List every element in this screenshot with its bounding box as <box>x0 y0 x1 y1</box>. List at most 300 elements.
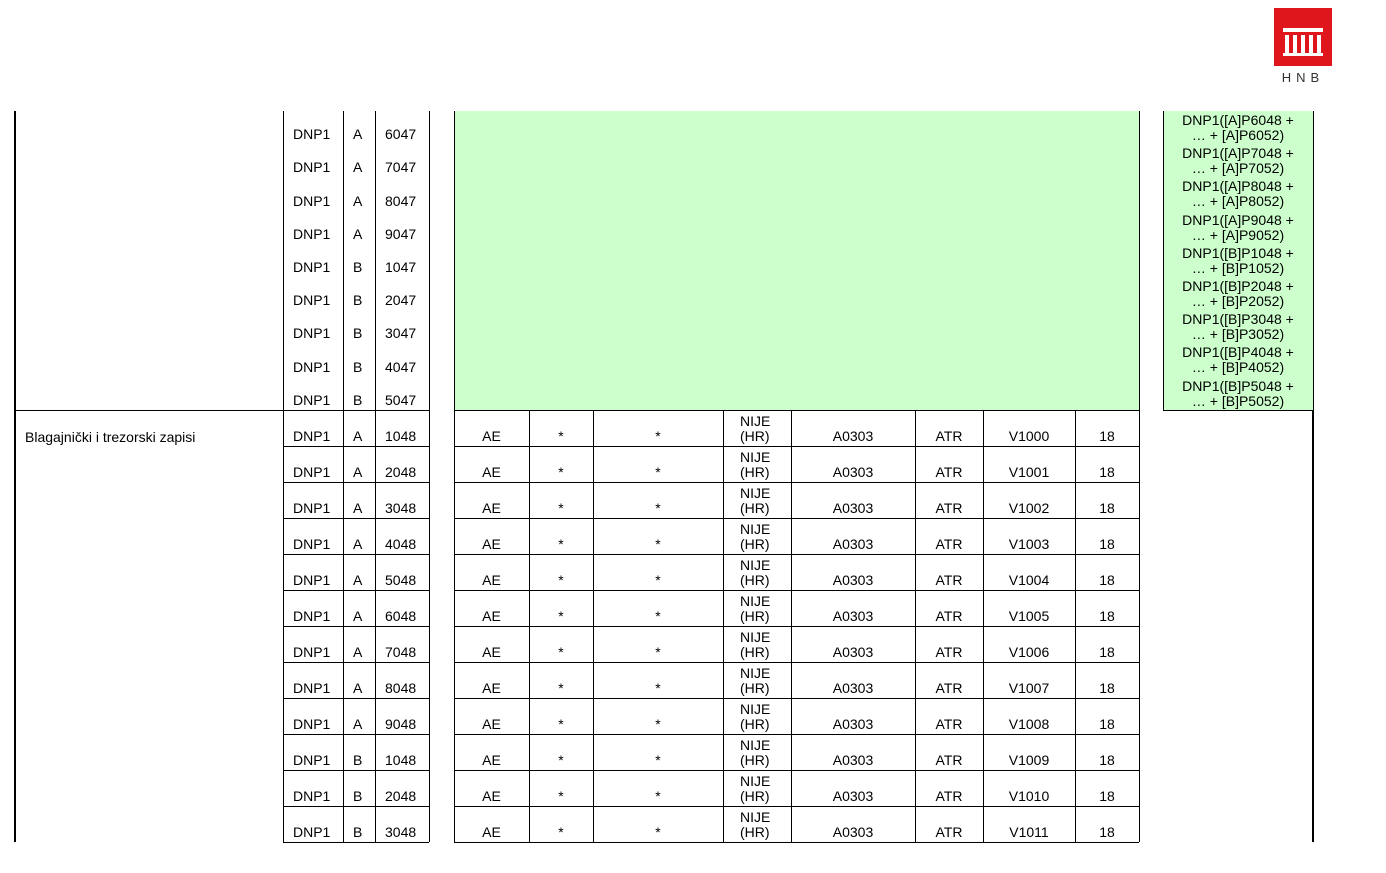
formula-line-2: … + [A]P6052) <box>1191 127 1285 143</box>
cell-c1: AE <box>482 824 501 840</box>
green-cell <box>983 111 1076 145</box>
green-cell <box>983 211 1076 245</box>
cell-c8: 18 <box>1099 644 1115 660</box>
green-cell <box>529 111 594 145</box>
cell-c4-line1: NIJE <box>740 593 771 609</box>
row-code: DNP1 <box>293 225 331 242</box>
row-number: 7047 <box>385 159 417 176</box>
row-number: 1048 <box>385 428 417 444</box>
grid-line <box>14 446 16 447</box>
cell-c2: * <box>558 500 564 516</box>
green-cell <box>915 211 984 245</box>
green-cell <box>1075 244 1140 278</box>
cell-c6: ATR <box>935 788 963 804</box>
row-number: 2047 <box>385 292 417 309</box>
grid-line <box>283 698 429 699</box>
grid-line <box>454 410 1139 411</box>
row-letter: A <box>353 716 363 732</box>
grid-line <box>14 626 16 627</box>
cell-c4-line2: (HR) <box>740 716 770 732</box>
grid-line <box>454 770 1139 771</box>
green-cell <box>915 144 984 178</box>
cell-c7: V1000 <box>1008 428 1050 444</box>
cell-c5: A0303 <box>832 824 874 840</box>
green-cell <box>915 177 984 211</box>
cell-c2: * <box>558 824 564 840</box>
grid-line <box>14 244 16 245</box>
green-cell <box>983 277 1076 311</box>
cell-c8: 18 <box>1099 500 1115 516</box>
row-number: 8047 <box>385 192 417 209</box>
green-cell <box>454 277 530 311</box>
green-cell <box>454 144 530 178</box>
green-cell <box>593 310 724 344</box>
row-number: 9048 <box>385 716 417 732</box>
green-cell <box>791 177 916 211</box>
cell-c3: * <box>655 428 661 444</box>
cell-c4-line1: NIJE <box>740 701 771 717</box>
green-cell <box>791 144 916 178</box>
green-cell <box>454 343 530 377</box>
cell-c1: AE <box>482 428 501 444</box>
green-cell <box>454 244 530 278</box>
green-cell <box>529 244 594 278</box>
row-number: 6047 <box>385 126 417 143</box>
grid-line <box>14 343 16 344</box>
cell-c5: A0303 <box>832 464 874 480</box>
grid-line <box>283 410 429 411</box>
cell-c2: * <box>558 680 564 696</box>
cell-c5: A0303 <box>832 644 874 660</box>
cell-c4-line1: NIJE <box>740 809 771 825</box>
cell-c7: V1007 <box>1008 680 1050 696</box>
cell-c8: 18 <box>1099 608 1115 624</box>
row-letter: A <box>353 159 363 176</box>
cell-c1: AE <box>482 716 501 732</box>
cell-c1: AE <box>482 536 501 552</box>
row-number: 6048 <box>385 608 417 624</box>
formula-line-2: … + [A]P9052) <box>1191 226 1285 243</box>
formula-line-1: DNP1([A]P6048 + <box>1182 112 1294 128</box>
row-number: 4047 <box>385 358 417 375</box>
green-cell <box>723 211 792 245</box>
cell-c6: ATR <box>935 680 963 696</box>
grid-line <box>283 554 429 555</box>
green-cell <box>791 310 916 344</box>
green-cell <box>791 377 916 411</box>
cell-c6: ATR <box>935 752 963 768</box>
grid-line <box>1163 111 1164 410</box>
row-code: DNP1 <box>293 644 331 660</box>
green-cell <box>983 343 1076 377</box>
grid-line <box>454 806 1139 807</box>
row-code: DNP1 <box>293 259 331 275</box>
green-cell <box>723 144 792 178</box>
green-cell <box>983 377 1076 411</box>
cell-c4-line1: NIJE <box>740 665 771 681</box>
cell-c4-line2: (HR) <box>740 572 770 588</box>
grid-line <box>375 111 376 410</box>
row-letter: A <box>353 572 363 588</box>
grid-line <box>429 111 430 410</box>
cell-c6: ATR <box>935 824 963 840</box>
cell-c7: V1002 <box>1008 500 1050 516</box>
cell-c1: AE <box>482 644 501 660</box>
grid-line <box>454 734 1139 735</box>
cell-c3: * <box>655 788 661 804</box>
formula-line-1: DNP1([A]P7048 + <box>1182 145 1294 162</box>
cell-c4-line2: (HR) <box>740 788 770 804</box>
row-code: DNP1 <box>293 292 331 309</box>
green-cell <box>723 310 792 344</box>
row-code: DNP1 <box>293 325 331 342</box>
green-cell <box>983 177 1076 211</box>
grid-line <box>14 482 16 483</box>
grid-line <box>454 554 1139 555</box>
cell-c5: A0303 <box>832 680 874 696</box>
formula-line-2: … + [B]P4052) <box>1191 359 1285 376</box>
row-number: 2048 <box>385 464 417 480</box>
cell-c4-line2: (HR) <box>740 752 770 768</box>
cell-c4-line2: (HR) <box>740 428 770 444</box>
row-code: DNP1 <box>293 680 331 696</box>
cell-c2: * <box>558 644 564 660</box>
cell-c1: AE <box>482 464 501 480</box>
cell-c2: * <box>558 572 564 588</box>
green-cell <box>915 343 984 377</box>
cell-c5: A0303 <box>832 752 874 768</box>
grid-line <box>915 410 916 842</box>
grid-line <box>14 277 16 278</box>
cell-c7: V1004 <box>1008 572 1050 588</box>
green-cell <box>915 111 984 145</box>
green-cell <box>454 377 530 411</box>
grid-line <box>529 410 530 842</box>
cell-c1: AE <box>482 752 501 768</box>
cell-c2: * <box>558 464 564 480</box>
left-border <box>14 111 16 842</box>
row-letter: A <box>353 536 363 552</box>
grid-line <box>283 518 429 519</box>
cell-c3: * <box>655 536 661 552</box>
grid-line <box>454 626 1139 627</box>
green-cell <box>791 244 916 278</box>
row-letter: B <box>353 325 363 342</box>
grid-line <box>14 211 16 212</box>
cell-c4-line2: (HR) <box>740 608 770 624</box>
green-cell <box>593 111 724 145</box>
cell-c7: V1005 <box>1008 608 1050 624</box>
green-cell <box>1075 343 1140 377</box>
green-cell <box>1075 144 1140 178</box>
cell-c4-line1: NIJE <box>740 449 771 465</box>
green-cell <box>791 343 916 377</box>
row-number: 7048 <box>385 644 417 660</box>
green-cell <box>593 244 724 278</box>
grid-line <box>429 410 430 842</box>
row-letter: B <box>353 824 363 840</box>
formula-line-2: … + [B]P1052) <box>1191 259 1285 276</box>
formula-line-2: … + [B]P5052) <box>1191 392 1285 409</box>
row-code: DNP1 <box>293 126 331 143</box>
row-number: 3048 <box>385 824 417 840</box>
grid-line <box>14 806 16 807</box>
hnb-logo <box>1274 8 1332 86</box>
cell-c8: 18 <box>1099 464 1115 480</box>
grid-line <box>454 446 1139 447</box>
cell-c4-line2: (HR) <box>740 536 770 552</box>
green-cell <box>791 111 916 145</box>
cell-c6: ATR <box>935 428 963 444</box>
row-letter: B <box>353 259 363 275</box>
cell-c2: * <box>558 608 564 624</box>
grid-line <box>283 111 284 410</box>
row-number: 5048 <box>385 572 417 588</box>
row-number: 5047 <box>385 391 417 408</box>
row-code: DNP1 <box>293 358 331 375</box>
row-code: DNP1 <box>293 192 331 209</box>
row-letter: B <box>353 788 363 804</box>
grid-line <box>283 446 429 447</box>
grid-line <box>283 410 284 842</box>
green-cell <box>593 177 724 211</box>
cell-c4-line1: NIJE <box>740 485 771 501</box>
grid-line <box>593 410 594 842</box>
cell-c5: A0303 <box>832 608 874 624</box>
cell-c7: V1011 <box>1009 824 1049 840</box>
cell-c2: * <box>558 428 564 444</box>
cell-c4-line1: NIJE <box>740 773 771 789</box>
row-number: 1047 <box>385 259 417 275</box>
row-code: DNP1 <box>293 159 331 176</box>
row-code: DNP1 <box>293 788 331 804</box>
formula-line-1: DNP1([B]P5048 + <box>1182 377 1294 394</box>
grid-line <box>983 410 984 842</box>
cell-c8: 18 <box>1099 680 1115 696</box>
grid-line <box>454 482 1139 483</box>
row-letter: A <box>353 500 363 516</box>
row-letter: A <box>353 126 363 143</box>
cell-c2: * <box>558 788 564 804</box>
cell-c4-line2: (HR) <box>740 464 770 480</box>
cell-c8: 18 <box>1099 824 1115 840</box>
cell-c7: V1010 <box>1008 788 1050 804</box>
grid-line <box>454 842 1139 843</box>
green-cell <box>1075 111 1140 145</box>
grid-line <box>14 734 16 735</box>
cell-c6: ATR <box>935 608 963 624</box>
green-cell <box>454 211 530 245</box>
cell-c8: 18 <box>1099 572 1115 588</box>
grid-line <box>14 770 16 771</box>
cell-c7: V1001 <box>1008 464 1050 480</box>
cell-c8: 18 <box>1099 536 1115 552</box>
cell-c4-line1: NIJE <box>740 737 771 753</box>
green-cell <box>723 377 792 411</box>
cell-c4-line2: (HR) <box>740 680 770 696</box>
cell-c5: A0303 <box>832 788 874 804</box>
grid-line <box>1075 410 1076 842</box>
row-code: DNP1 <box>293 824 331 840</box>
cell-c8: 18 <box>1099 752 1115 768</box>
green-cell <box>454 310 530 344</box>
formula-line-1: DNP1([A]P8048 + <box>1182 178 1294 195</box>
cell-c3: * <box>655 716 661 732</box>
green-cell <box>983 244 1076 278</box>
cell-c2: * <box>558 752 564 768</box>
green-cell <box>983 310 1076 344</box>
green-cell <box>791 277 916 311</box>
grid-line <box>14 310 16 311</box>
grid-line <box>14 144 16 145</box>
grid-line <box>14 590 16 591</box>
cell-c3: * <box>655 680 661 696</box>
cell-c4-line2: (HR) <box>740 824 770 840</box>
green-cell <box>723 244 792 278</box>
grid-line <box>454 410 455 842</box>
cell-c6: ATR <box>935 716 963 732</box>
green-cell <box>915 377 984 411</box>
cell-c4-line1: NIJE <box>740 629 771 645</box>
grid-line <box>283 734 429 735</box>
row-number: 2048 <box>385 788 417 804</box>
green-cell <box>915 310 984 344</box>
cell-c3: * <box>655 464 661 480</box>
grid-line <box>14 377 16 378</box>
row-letter: B <box>353 391 363 408</box>
green-cell <box>593 277 724 311</box>
cell-c5: A0303 <box>832 536 874 552</box>
cell-c3: * <box>655 752 661 768</box>
grid-line <box>14 662 16 663</box>
cell-c5: A0303 <box>832 716 874 732</box>
cell-c1: AE <box>482 608 501 624</box>
green-cell <box>454 111 530 145</box>
row-number: 3047 <box>385 325 417 342</box>
grid-line <box>14 177 16 178</box>
grid-line <box>283 662 429 663</box>
row-number: 3048 <box>385 500 417 516</box>
section-label: Blagajnički i trezorski zapisi <box>25 429 196 445</box>
formula-line-1: DNP1([B]P1048 + <box>1182 244 1294 261</box>
grid-line <box>454 662 1139 663</box>
grid-line <box>1139 410 1140 842</box>
green-cell <box>593 144 724 178</box>
green-cell <box>529 343 594 377</box>
row-number: 1048 <box>385 752 417 768</box>
row-number: 9047 <box>385 225 417 242</box>
row-letter: B <box>353 292 363 309</box>
row-code: DNP1 <box>293 572 331 588</box>
cell-c4-line1: NIJE <box>740 557 771 573</box>
cell-c5: A0303 <box>832 572 874 588</box>
row-letter: B <box>353 358 363 375</box>
cell-c7: V1006 <box>1008 644 1050 660</box>
cell-c4-line1: NIJE <box>740 521 771 537</box>
grid-line <box>14 518 16 519</box>
row-number: 4048 <box>385 536 417 552</box>
cell-c4-line1: NIJE <box>740 413 771 429</box>
green-cell <box>723 111 792 145</box>
cell-c2: * <box>558 716 564 732</box>
cell-c3: * <box>655 644 661 660</box>
formula-line-1: DNP1([B]P2048 + <box>1182 278 1294 294</box>
cell-c3: * <box>655 824 661 840</box>
cell-c7: V1008 <box>1008 716 1050 732</box>
row-letter: A <box>353 428 363 444</box>
grid-line <box>375 410 376 842</box>
cell-c3: * <box>655 500 661 516</box>
formula-line-2: … + [A]P8052) <box>1191 193 1285 210</box>
grid-line <box>283 770 429 771</box>
formula-line-1: DNP1([A]P9048 + <box>1182 211 1294 228</box>
row-code: DNP1 <box>293 608 331 624</box>
grid-line <box>283 590 429 591</box>
formula-line-2: … + [A]P7052) <box>1191 160 1285 177</box>
green-cell <box>723 177 792 211</box>
green-cell <box>593 211 724 245</box>
row-letter: A <box>353 608 363 624</box>
grid-line <box>454 698 1139 699</box>
cell-c6: ATR <box>935 644 963 660</box>
row-code: DNP1 <box>293 536 331 552</box>
row-code: DNP1 <box>293 716 331 732</box>
green-cell <box>529 211 594 245</box>
green-cell <box>1075 310 1140 344</box>
cell-c7: V1009 <box>1008 752 1050 768</box>
cell-c1: AE <box>482 500 501 516</box>
cell-c5: A0303 <box>832 500 874 516</box>
cell-c4-line2: (HR) <box>740 500 770 516</box>
green-cell <box>529 377 594 411</box>
cell-c3: * <box>655 608 661 624</box>
cell-c7: V1003 <box>1008 536 1050 552</box>
green-cell <box>593 343 724 377</box>
row-code: DNP1 <box>293 464 331 480</box>
green-cell <box>593 377 724 411</box>
grid-line <box>454 111 455 410</box>
cell-c2: * <box>558 536 564 552</box>
green-cell <box>1075 277 1140 311</box>
green-cell <box>454 177 530 211</box>
green-cell <box>1075 377 1140 411</box>
green-cell <box>1075 211 1140 245</box>
grid-line <box>343 111 344 410</box>
row-letter: A <box>353 644 363 660</box>
row-letter: A <box>353 225 363 242</box>
grid-line <box>343 410 344 842</box>
grid-line <box>14 698 16 699</box>
grid-line <box>283 806 429 807</box>
green-cell <box>791 211 916 245</box>
row-letter: A <box>353 464 363 480</box>
row-letter: A <box>353 680 363 696</box>
cell-c1: AE <box>482 572 501 588</box>
formula-line-1: DNP1([B]P3048 + <box>1182 311 1294 328</box>
row-code: DNP1 <box>293 428 331 444</box>
logo-text: HNB <box>1281 70 1325 85</box>
green-cell <box>529 277 594 311</box>
cell-c1: AE <box>482 788 501 804</box>
cell-c1: AE <box>482 680 501 696</box>
cell-c6: ATR <box>935 500 963 516</box>
row-code: DNP1 <box>293 500 331 516</box>
cell-c8: 18 <box>1099 788 1115 804</box>
grid-line <box>454 590 1139 591</box>
grid-line <box>791 410 792 842</box>
cell-c5: A0303 <box>832 428 874 444</box>
green-cell <box>529 310 594 344</box>
